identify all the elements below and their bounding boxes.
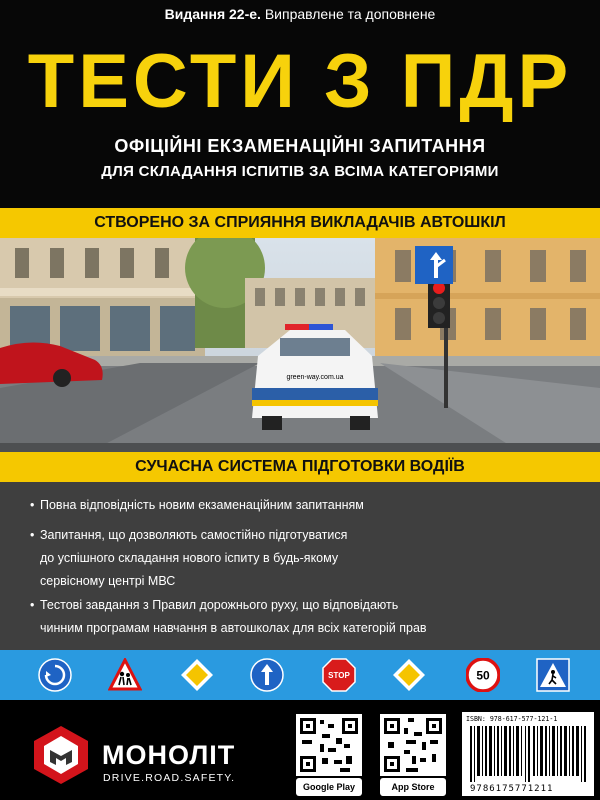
- feature-text: Запитання, що дозволяють самостійно підготуватися: [40, 528, 348, 542]
- isbn-label: ISBN: 978-617-577-121-1: [466, 715, 558, 723]
- edition-description: Виправлене та доповнене: [260, 6, 436, 22]
- priority-road-sign-icon: [392, 658, 426, 692]
- monolit-logo-icon: [30, 724, 92, 786]
- stop-sign-text: STOP: [328, 671, 350, 680]
- subtitle-line-1: ОФІЦІЙНІ ЕКЗАМЕНАЦІЙНІ ЗАПИТАННЯ: [114, 136, 486, 156]
- barcode-panel: [462, 712, 594, 796]
- feature-text: Повна відповідність новим екзаменаційним запитанням: [40, 498, 364, 512]
- speed-limit-sign-icon: [466, 658, 500, 692]
- feature-text: сервісному центрі МВС: [40, 574, 176, 588]
- feature-item: [30, 594, 580, 640]
- feature-text: до успішного складання нового іспиту в будь-якому: [40, 551, 339, 565]
- book-title: ТЕСТИ З ПДР: [27, 39, 573, 124]
- feature-item: [30, 494, 580, 517]
- cover-header: [0, 0, 600, 210]
- roundabout-sign-icon: [38, 658, 72, 692]
- app-store-qr-code[interactable]: [380, 714, 446, 776]
- qr-code-icon: [296, 714, 362, 776]
- bullet: •: [30, 528, 35, 542]
- car-website-label: green-way.com.ua: [286, 374, 344, 381]
- bullet: •: [30, 498, 35, 512]
- features-panel: [0, 482, 600, 650]
- street-scene-image: [0, 238, 600, 452]
- barcode-number: 9786175771211: [470, 784, 554, 794]
- edition-note: [0, 6, 600, 22]
- street-illustration: [0, 238, 600, 452]
- app-store-button[interactable]: App Store: [380, 778, 446, 796]
- qr-code-icon: [380, 714, 446, 776]
- speed-limit-text: 50: [476, 668, 490, 683]
- stop-sign-icon: [322, 658, 356, 692]
- subtitle-line-2: ДЛЯ СКЛАДАННЯ ІСПИТІВ ЗА ВСІМА КАТЕГОРІЯМИ: [101, 163, 499, 180]
- feature-text: Тестові завдання з Правил дорожнього руху, що відповідають: [40, 598, 399, 612]
- bullet: •: [30, 598, 35, 612]
- google-play-button[interactable]: Google Play: [296, 778, 362, 796]
- edition-number: Видання 22-е.: [164, 6, 261, 22]
- cover-footer: [0, 700, 600, 800]
- publisher-logo-text: МОНОЛІТ: [102, 740, 236, 770]
- straight-only-sign-icon: [250, 658, 284, 692]
- road-signs-strip: [0, 650, 600, 700]
- pedestrian-crossing-sign-icon: [536, 658, 570, 692]
- children-warning-sign-icon: [108, 658, 142, 692]
- google-play-qr-code[interactable]: [296, 714, 362, 776]
- barcode-icon: [468, 726, 588, 782]
- band-training-system: СУЧАСНА СИСТЕМА ПІДГОТОВКИ ВОДІЇВ: [0, 452, 600, 482]
- publisher-slogan: DRIVE.ROAD.SAFETY.: [103, 772, 236, 784]
- priority-road-sign-icon: [180, 658, 214, 692]
- feature-text: чинним програмам навчання в автошколах для всіх категорій прав: [40, 621, 427, 635]
- band-driving-instructors: СТВОРЕНО ЗА СПРИЯННЯ ВИКЛАДАЧІВ АВТОШКІЛ: [0, 208, 600, 238]
- feature-item: [30, 524, 580, 593]
